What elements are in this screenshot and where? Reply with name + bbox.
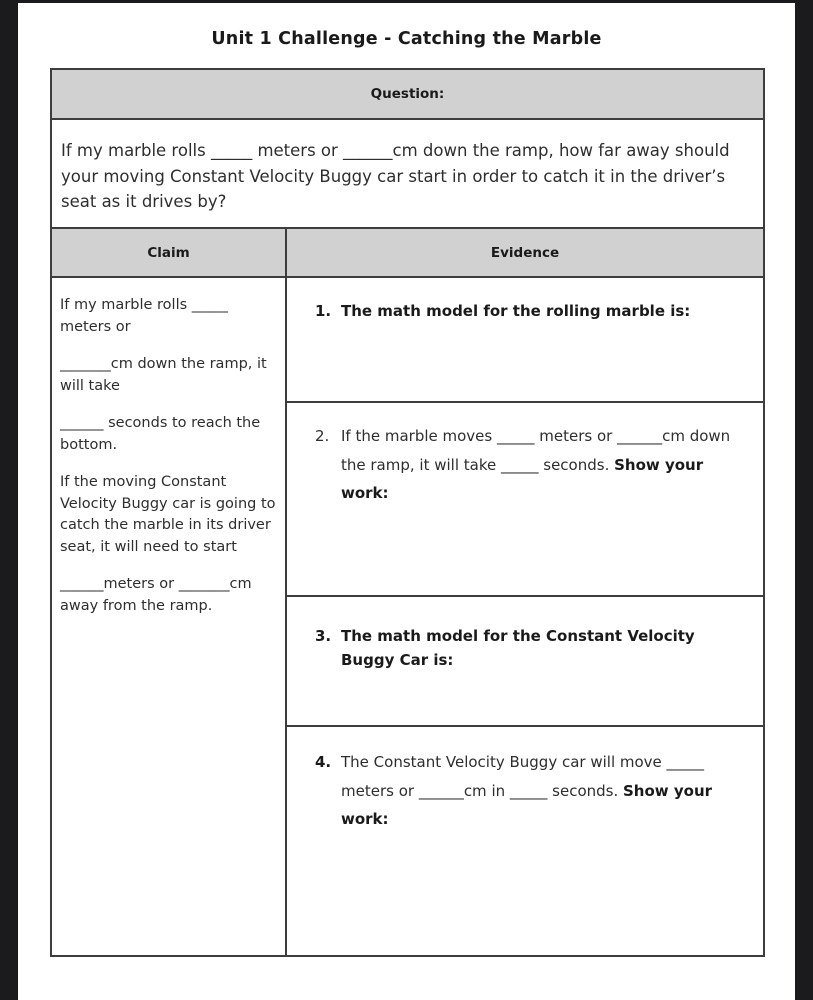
evidence-item-number: 4.: [315, 753, 332, 771]
evidence-item-lead: If the marble moves _____ meters or ______cm down the ramp, it will take _____ seconds.: [341, 427, 731, 474]
evidence-item-number: 3.: [315, 627, 332, 645]
evidence-row-2: [285, 401, 765, 597]
evidence-item-bold-text: Show your work:: [341, 455, 704, 502]
question-text: If my marble rolls _____ meters or ______cm down the ramp, how far away should your moving Constant Velocity Buggy car start in order to catch it in the driver’s seat as it drives by?: [61, 141, 730, 211]
question-header-cell: [50, 68, 765, 120]
worksheet-page: [18, 3, 795, 1000]
evidence-item-number: 1.: [315, 302, 332, 320]
evidence-item-number: 2.: [315, 427, 330, 445]
page-title: Unit 1 Challenge - Catching the Marble: [211, 29, 602, 49]
evidence-header-label: Evidence: [490, 244, 560, 261]
claim-paragraph: ______meters or _______cm away from the ramp.: [60, 576, 252, 614]
evidence-row-3: [285, 595, 765, 727]
claim-column-header: [50, 227, 287, 278]
claim-paragraph: If the moving Constant Velocity Buggy car is going to catch the marble in its driver seat, it will need to start: [60, 474, 276, 555]
evidence-column-header: [285, 227, 765, 278]
evidence-item-bold-text: Show your work:: [341, 781, 713, 828]
evidence-item-1: [287, 278, 763, 323]
claim-cell: [50, 276, 287, 957]
evidence-row-1: [285, 276, 765, 403]
claim-header-label: Claim: [147, 244, 190, 261]
evidence-item-bold-text: The math model for the Constant Velocity Buggy Car is:: [341, 627, 695, 669]
claim-paragraph: _______cm down the ramp, it will take: [60, 356, 267, 394]
evidence-item-text: [341, 748, 751, 834]
evidence-item-3: [287, 597, 763, 672]
evidence-item-text: [341, 299, 751, 323]
evidence-item-2: [287, 403, 763, 508]
evidence-item-text: [341, 422, 751, 508]
question-header-label: Question:: [370, 86, 445, 102]
evidence-item-bold-text: The math model for the rolling marble is:: [341, 302, 691, 320]
evidence-row-4: [285, 725, 765, 957]
question-body-cell: [50, 118, 765, 229]
evidence-item-lead: The Constant Velocity Buggy car will move _____ meters or ______cm in _____ seconds.: [341, 753, 705, 800]
evidence-item-text: [341, 624, 751, 672]
claim-paragraph: ______ seconds to reach the bottom.: [60, 415, 261, 453]
evidence-item-4: [287, 727, 763, 834]
claim-paragraph: If my marble rolls _____ meters or: [60, 297, 229, 335]
